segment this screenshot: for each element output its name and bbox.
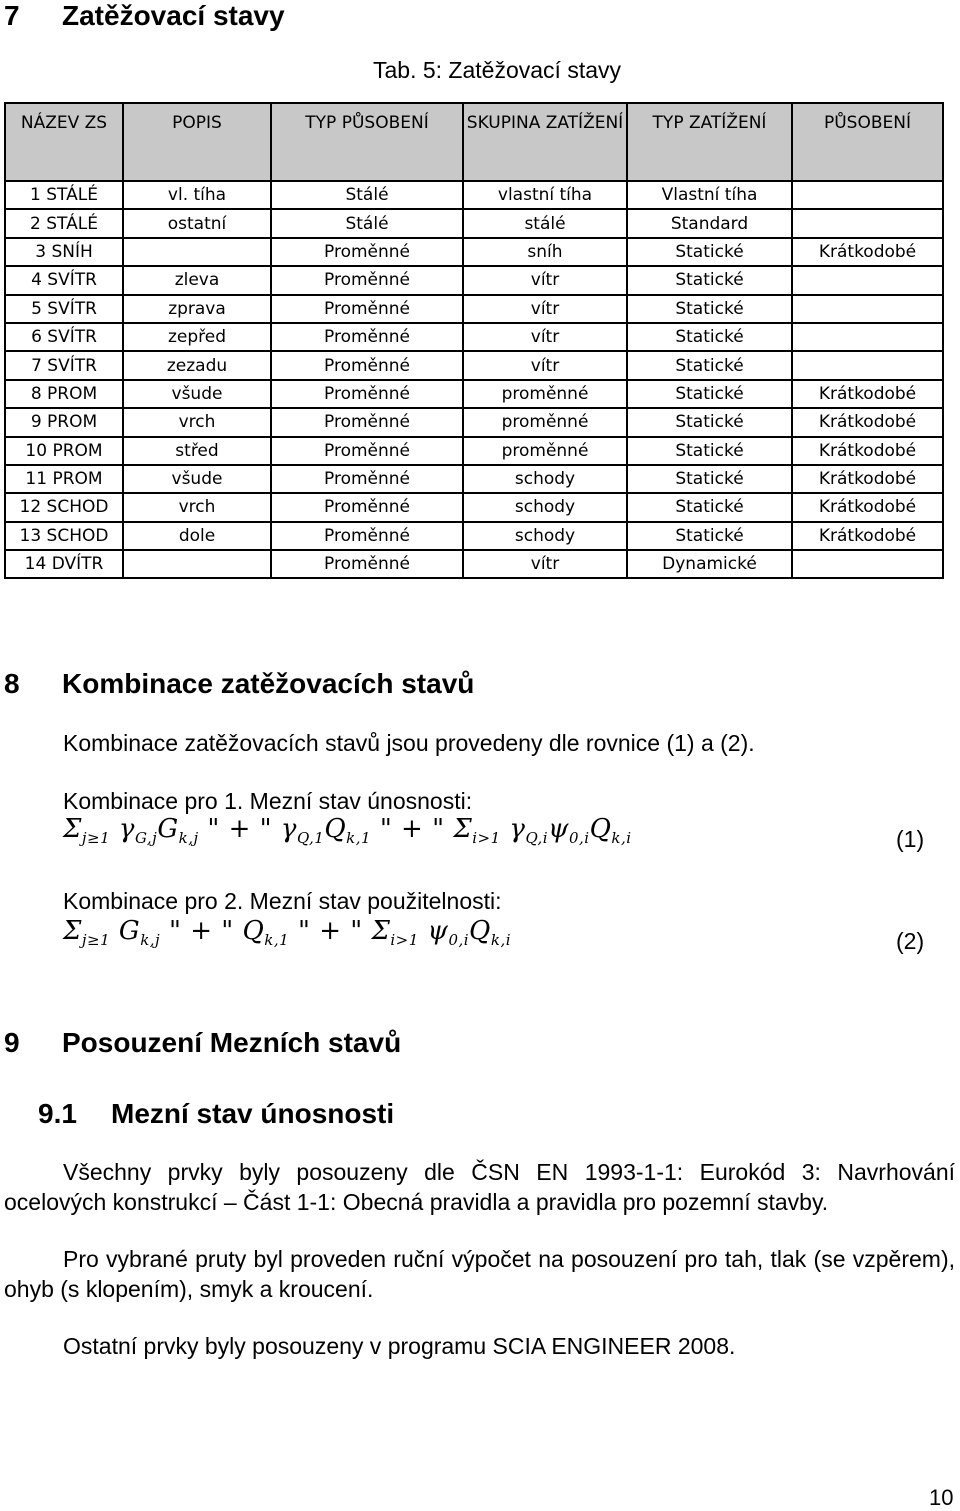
table-caption: Tab. 5: Zatěžovací stavy <box>373 57 622 83</box>
table-cell <box>123 238 271 266</box>
table-cell: vrch <box>123 493 271 521</box>
table-cell: Proměnné <box>271 323 463 351</box>
table-cell: Statické <box>627 266 792 294</box>
section-8-heading <box>4 668 904 702</box>
table-cell <box>792 181 943 209</box>
column-header: TYP PŮSOBENÍ <box>271 103 463 181</box>
table-cell: 10 PROM <box>5 437 123 465</box>
table-cell: vlastní tíha <box>463 181 627 209</box>
section-9-heading <box>4 1027 904 1061</box>
section-9-1-heading <box>38 1098 838 1132</box>
table-cell: 2 STÁLÉ <box>5 209 123 237</box>
section-7-heading <box>4 0 904 34</box>
table-cell <box>792 209 943 237</box>
table-cell: schody <box>463 493 627 521</box>
table-cell: 14 DVÍTR <box>5 550 123 578</box>
section-title: Zatěžovací stavy <box>62 0 285 31</box>
table-cell: Proměnné <box>271 493 463 521</box>
combination-1-label: Kombinace pro 1. Mezní stav únosnosti: <box>63 788 473 814</box>
paragraph-software: Ostatní prvky byly posouzeny v programu SCIA ENGINEER 2008. <box>63 1333 736 1359</box>
table-cell: 3 SNÍH <box>5 238 123 266</box>
table-cell: dole <box>123 522 271 550</box>
section-number: 7 <box>4 0 20 31</box>
table-cell: Krátkodobé <box>792 522 943 550</box>
table-row <box>5 181 943 209</box>
table-cell: sníh <box>463 238 627 266</box>
table-row <box>5 437 943 465</box>
table-cell: 12 SCHOD <box>5 493 123 521</box>
table-cell: vl. tíha <box>123 181 271 209</box>
section-number: 9 <box>4 1027 20 1058</box>
table-cell: Proměnné <box>271 380 463 408</box>
table-cell: zprava <box>123 295 271 323</box>
table-cell: schody <box>463 522 627 550</box>
table-cell: 8 PROM <box>5 380 123 408</box>
table-cell <box>792 550 943 578</box>
table-cell: Statické <box>627 493 792 521</box>
equation-1-number: (1) <box>896 826 925 852</box>
table-cell: Statické <box>627 380 792 408</box>
column-header: POPIS <box>123 103 271 181</box>
table-cell: Standard <box>627 209 792 237</box>
table-body <box>5 181 943 578</box>
table-cell <box>792 266 943 294</box>
combination-intro: Kombinace zatěžovacích stavů jsou provedeny dle rovnice (1) a (2). <box>63 730 755 756</box>
table-cell: 1 STÁLÉ <box>5 181 123 209</box>
table-cell: všude <box>123 465 271 493</box>
table-cell: Statické <box>627 323 792 351</box>
section-title: Posouzení Mezních stavů <box>62 1027 402 1058</box>
sum-symbol: Σ <box>371 916 391 946</box>
table-cell: zepřed <box>123 323 271 351</box>
table-cell: Proměnné <box>271 522 463 550</box>
table-cell: Statické <box>627 437 792 465</box>
sum-symbol: Σ <box>453 814 473 844</box>
page-number: 10 <box>929 1485 954 1510</box>
load-cases-table <box>4 102 944 579</box>
table-cell <box>792 295 943 323</box>
table-cell: Vlastní tíha <box>627 181 792 209</box>
column-header: NÁZEV ZS <box>5 103 123 181</box>
equation-1-formula: $\Sigma_{j\ge 1}$ $\gamma_{G,j}G_{k,j}$ " + " $\gamma_{Q,1}Q_{k,1}$ " + " $\Sigma_{i>1}$ $\gamma_{Q,i}\psi_{0,i}Q_{k,i}$ <box>63 814 632 848</box>
table-row <box>5 493 943 521</box>
table-row <box>5 465 943 493</box>
section-title: Kombinace zatěžovacích stavů <box>62 668 475 699</box>
table-row <box>5 380 943 408</box>
table-cell: Proměnné <box>271 295 463 323</box>
table-cell: vítr <box>463 295 627 323</box>
table-cell: Proměnné <box>271 437 463 465</box>
table-cell: Krátkodobé <box>792 238 943 266</box>
table-cell: proměnné <box>463 437 627 465</box>
table-cell: Krátkodobé <box>792 380 943 408</box>
table-cell: Proměnné <box>271 238 463 266</box>
table-cell: Statické <box>627 465 792 493</box>
table-cell: 4 SVÍTR <box>5 266 123 294</box>
column-header: SKUPINA ZATÍŽENÍ <box>463 103 627 181</box>
table-cell: vítr <box>463 351 627 379</box>
table-cell: Dynamické <box>627 550 792 578</box>
table-cell: zleva <box>123 266 271 294</box>
table-row <box>5 408 943 436</box>
table-cell: Krátkodobé <box>792 408 943 436</box>
section-number: 8 <box>4 668 20 699</box>
table-cell: Proměnné <box>271 465 463 493</box>
table-cell: 11 PROM <box>5 465 123 493</box>
table-row <box>5 550 943 578</box>
table-cell: 5 SVÍTR <box>5 295 123 323</box>
table-cell: vrch <box>123 408 271 436</box>
table-cell: Proměnné <box>271 266 463 294</box>
table-cell: Krátkodobé <box>792 493 943 521</box>
column-header: TYP ZATÍŽENÍ <box>627 103 792 181</box>
table-cell: Krátkodobé <box>792 437 943 465</box>
table-cell: všude <box>123 380 271 408</box>
column-header: PŮSOBENÍ <box>792 103 943 181</box>
table-cell <box>792 351 943 379</box>
table-cell: zezadu <box>123 351 271 379</box>
table-cell: Krátkodobé <box>792 465 943 493</box>
table-cell: Stálé <box>271 209 463 237</box>
table-cell: proměnné <box>463 408 627 436</box>
table-cell: střed <box>123 437 271 465</box>
table-cell: 9 PROM <box>5 408 123 436</box>
table-cell: Stálé <box>271 181 463 209</box>
combination-2-label: Kombinace pro 2. Mezní stav použitelnosti: <box>63 888 502 914</box>
table-cell: ostatní <box>123 209 271 237</box>
table-row <box>5 323 943 351</box>
section-number: 9.1 <box>38 1098 77 1129</box>
table-row <box>5 238 943 266</box>
table-cell: 13 SCHOD <box>5 522 123 550</box>
table-cell: proměnné <box>463 380 627 408</box>
table-cell: Statické <box>627 238 792 266</box>
sum-symbol: Σ <box>63 916 82 946</box>
table-cell: Proměnné <box>271 550 463 578</box>
table-cell: Proměnné <box>271 351 463 379</box>
section-title: Mezní stav únosnosti <box>111 1098 395 1129</box>
table-cell: vítr <box>463 266 627 294</box>
paragraph-manual-calc: Pro vybrané pruty byl proveden ruční výpočet na posouzení pro tah, tlak (se vzpěrem), ohyb (s klopením), smyk a kroucení. <box>4 1246 955 1302</box>
table-cell: Statické <box>627 295 792 323</box>
table-cell: 7 SVÍTR <box>5 351 123 379</box>
table-cell: schody <box>463 465 627 493</box>
table-row <box>5 351 943 379</box>
table-cell <box>792 323 943 351</box>
table-row <box>5 266 943 294</box>
table-cell: vítr <box>463 323 627 351</box>
table-row <box>5 209 943 237</box>
table-row <box>5 522 943 550</box>
sum-symbol: Σ <box>63 814 82 844</box>
table-cell: 6 SVÍTR <box>5 323 123 351</box>
table-cell <box>123 550 271 578</box>
table-cell: Proměnné <box>271 408 463 436</box>
table-header-row <box>5 103 943 181</box>
table-cell: Statické <box>627 522 792 550</box>
table-cell: vítr <box>463 550 627 578</box>
table-cell: Statické <box>627 408 792 436</box>
table-cell: stálé <box>463 209 627 237</box>
table-cell: Statické <box>627 351 792 379</box>
equation-2-formula: $\Sigma_{j\ge 1}$ $G_{k,j}$ " + " $Q_{k,1}$ " + " $\Sigma_{i>1}$ $\psi_{0,i}Q_{k,i}$ <box>63 916 512 950</box>
paragraph-standard: Všechny prvky byly posouzeny dle ČSN EN 1993-1-1: Eurokód 3: Navrhování ocelových konstrukcí – Část 1-1: Obecná pravidla a pravidla pro pozemní stavby. <box>4 1159 955 1215</box>
equation-2-number: (2) <box>896 928 925 954</box>
table-row <box>5 295 943 323</box>
